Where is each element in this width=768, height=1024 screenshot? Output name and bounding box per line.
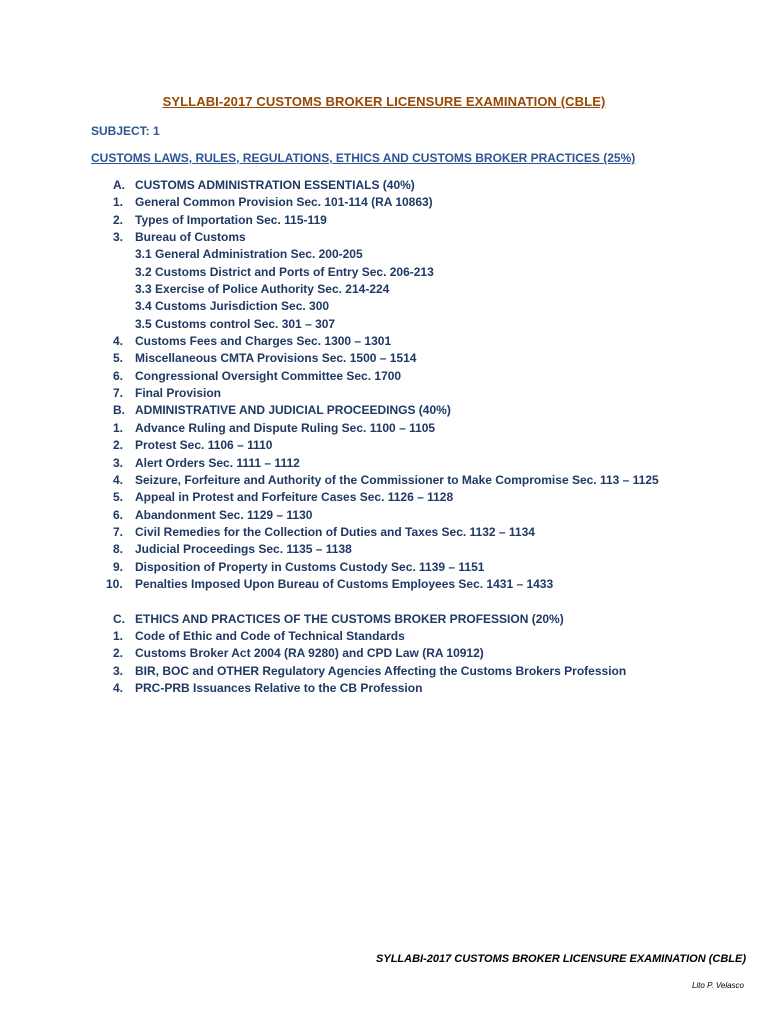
outline-item: [113, 316, 753, 333]
outline-item: [113, 559, 753, 576]
outline-item-marker: 5.: [113, 490, 124, 505]
outline-item-text: 3.4 Customs Jurisdiction Sec. 300: [135, 299, 330, 314]
outline-item-marker: 10.: [106, 576, 123, 591]
outline-item-marker: C.: [113, 611, 125, 626]
subject-title: CUSTOMS LAWS, RULES, REGULATIONS, ETHICS AND CUSTOMS BROKER PRACTICES (25%): [91, 151, 636, 165]
subject-label: SUBJECT: 1: [91, 124, 160, 138]
outline-item: [106, 576, 753, 593]
outline-item: [113, 645, 753, 662]
outline-item: [113, 229, 753, 246]
outline-item-marker: 7.: [113, 524, 124, 539]
outline-item-text: Final Provision: [135, 386, 222, 401]
outline-item-marker: 1.: [113, 420, 124, 435]
document-title: SYLLABI-2017 CUSTOMS BROKER LICENSURE EXAMINATION (CBLE): [162, 94, 606, 109]
outline-item: [113, 212, 753, 229]
outline-item-text: Civil Remedies for the Collection of Duties and Taxes Sec. 1132 – 1134: [135, 524, 535, 539]
outline-item-text: Bureau of Customs: [135, 230, 246, 245]
outline-item: [113, 298, 753, 315]
outline-item-text: 3.2 Customs District and Ports of Entry Sec. 206-213: [135, 264, 434, 279]
outline-item: [113, 194, 753, 211]
outline-item-marker: 7.: [113, 386, 124, 401]
outline-item-text: Customs Broker Act 2004 (RA 9280) and CPD Law (RA 10912): [135, 646, 484, 661]
outline-item-text: Alert Orders Sec. 1111 – 1112: [135, 455, 300, 470]
outline-item: [113, 507, 753, 524]
outline-item-text: Disposition of Property in Customs Custody Sec. 1139 – 1151: [135, 559, 485, 574]
outline-item-marker: 2.: [113, 438, 124, 453]
outline-item: [113, 281, 753, 298]
outline-item: [113, 489, 753, 506]
outline-item: [113, 420, 753, 437]
outline-item-text: General Common Provision Sec. 101-114 (RA 10863): [135, 195, 433, 210]
outline-item-marker: 4.: [113, 472, 124, 487]
outline-item-marker: B.: [113, 403, 125, 418]
outline-item: [113, 264, 753, 281]
outline-item-text: Types of Importation Sec. 115-119: [135, 212, 327, 227]
outline-item-text: Appeal in Protest and Forfeiture Cases Sec. 1126 – 1128: [135, 490, 454, 505]
outline-item: [113, 455, 753, 472]
footer-title: SYLLABI-2017 CUSTOMS BROKER LICENSURE EXAMINATION (CBLE): [376, 953, 746, 965]
outline-item-text: Judicial Proceedings Sec. 1135 – 1138: [135, 542, 352, 557]
outline-item: [113, 385, 753, 402]
outline-item-text: Abandonment Sec. 1129 – 1130: [135, 507, 313, 522]
outline-item-marker: A.: [113, 178, 125, 192]
outline-item-text: Seizure, Forfeiture and Authority of the Commissioner to Make Compromise Sec. 113 – 1125: [135, 472, 659, 487]
outline-item: [113, 402, 753, 419]
outline-item: [113, 333, 753, 350]
outline-item-marker: 5.: [113, 351, 124, 366]
outline-item-text: Miscellaneous CMTA Provisions Sec. 1500 – 1514: [135, 351, 417, 366]
outline-item-text: Protest Sec. 1106 – 1110: [135, 438, 273, 453]
outline-item-marker: 9.: [113, 559, 124, 574]
outline-item-marker: 1.: [113, 628, 124, 643]
outline-item-text: BIR, BOC and OTHER Regulatory Agencies Affecting the Customs Brokers Profession: [135, 663, 627, 678]
outline-item-text: ADMINISTRATIVE AND JUDICIAL PROCEEDINGS (40%): [135, 403, 451, 418]
outline-item: [113, 611, 753, 628]
outline-item: [113, 524, 753, 541]
outline-item-marker: 6.: [113, 507, 124, 522]
outline-item-text: 3.1 General Administration Sec. 200-205: [135, 247, 363, 262]
outline-item: [113, 350, 753, 367]
outline-item: [113, 246, 753, 263]
outline-item-text: Penalties Imposed Upon Bureau of Customs Employees Sec. 1431 – 1433: [135, 576, 554, 591]
outline-item: [113, 680, 753, 697]
outline-item-marker: 6.: [113, 368, 124, 383]
outline-item: [113, 663, 753, 680]
outline-item-text: Code of Ethic and Code of Technical Standards: [135, 628, 405, 643]
outline-item: [113, 472, 753, 489]
outline-item-marker: 8.: [113, 542, 124, 557]
outline-item-marker: 2.: [113, 646, 124, 661]
outline-item: [113, 177, 753, 194]
outline-item-text: 3.5 Customs control Sec. 301 – 307: [135, 316, 336, 331]
outline-item: [113, 368, 753, 385]
outline-item-marker: 2.: [113, 212, 124, 227]
outline-item-marker: 3.: [113, 230, 124, 245]
outline-item: [113, 541, 753, 558]
outline-item-text: Advance Ruling and Dispute Ruling Sec. 1100 – 1105: [135, 420, 436, 435]
footer-author: Lito P. Velasco: [691, 981, 744, 990]
outline-item-text: ETHICS AND PRACTICES OF THE CUSTOMS BROKER PROFESSION (20%): [135, 611, 564, 626]
outline-item-marker: 3.: [113, 663, 124, 678]
outline-item-marker: 4.: [113, 334, 124, 349]
outline-item-text: Congressional Oversight Committee Sec. 1700: [135, 368, 402, 383]
outline-item: [113, 628, 753, 645]
outline-item-text: CUSTOMS ADMINISTRATION ESSENTIALS (40%): [135, 178, 415, 192]
outline-item-marker: 1.: [113, 195, 124, 210]
outline-item-marker: 3.: [113, 455, 124, 470]
outline-spacer: [113, 593, 753, 610]
outline-item-text: PRC-PRB Issuances Relative to the CB Profession: [135, 680, 423, 695]
outline-item-text: 3.3 Exercise of Police Authority Sec. 214-224: [135, 282, 390, 297]
outline-item: [113, 437, 753, 454]
outline-item-marker: 4.: [113, 680, 124, 695]
syllabus-outline: [106, 177, 753, 697]
outline-item-text: Customs Fees and Charges Sec. 1300 – 1301: [135, 334, 392, 349]
